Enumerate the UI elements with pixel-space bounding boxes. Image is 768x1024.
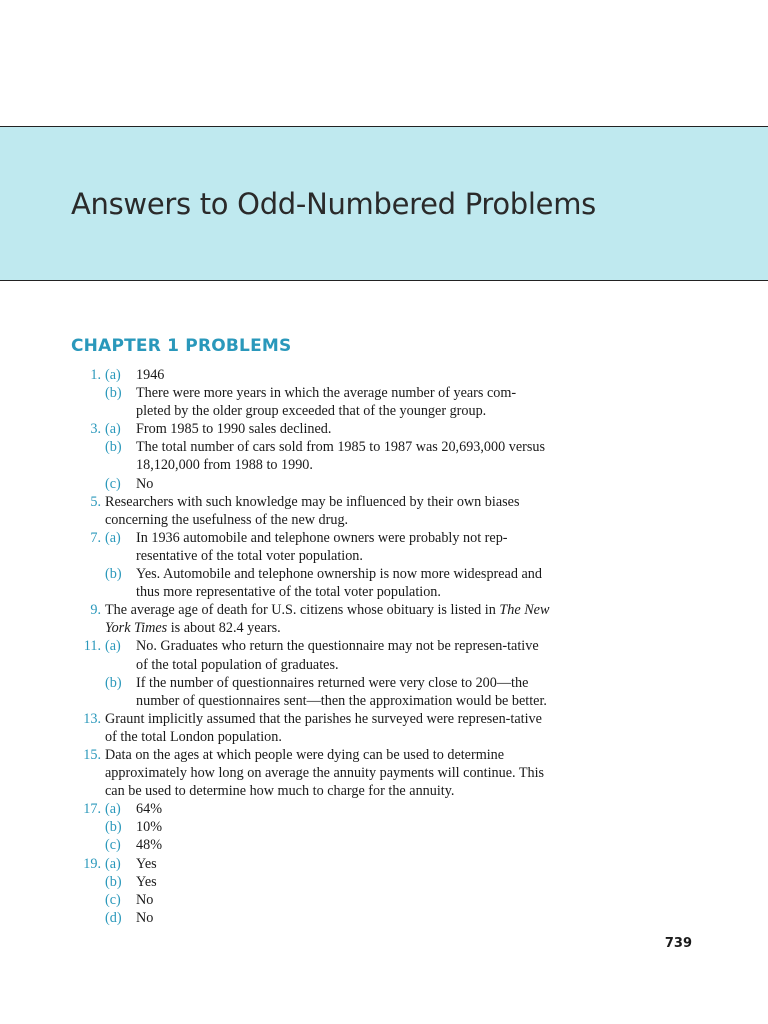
part-text: There were more years in which the average number of years com-pleted by the older group exceeded that of the younger group. <box>136 385 517 420</box>
part-label: (a) <box>105 855 121 872</box>
answer-part <box>105 909 550 927</box>
problem-1 <box>70 366 550 420</box>
part-label: (c) <box>105 837 121 854</box>
problem-19 <box>70 855 550 927</box>
part-text: Yes. Automobile and telephone ownership is now more widespread and thus more representative of the total voter population. <box>136 566 542 601</box>
answer-part <box>105 420 550 438</box>
problem-number: 19. <box>83 855 101 872</box>
problem-text: Graunt implicitly assumed that the parishes he surveyed were represen-tative of the total London population. <box>105 710 542 745</box>
part-text: In 1936 automobile and telephone owners were probably not rep-resentative of the total voter population. <box>136 529 508 564</box>
part-label: (a) <box>105 421 121 438</box>
part-label: (b) <box>105 873 122 890</box>
page-number: 739 <box>664 936 692 951</box>
page-title: Answers to Odd-Numbered Problems <box>71 187 596 221</box>
answer-part <box>105 873 550 891</box>
answers-list <box>70 366 550 927</box>
title-banner <box>0 126 768 281</box>
problem-number: 7. <box>90 529 101 546</box>
part-text: No <box>136 475 154 492</box>
answer-part <box>105 438 550 474</box>
part-text: 10% <box>136 819 163 836</box>
part-text: From 1985 to 1990 sales declined. <box>136 421 332 438</box>
problem-number: 1. <box>90 367 101 383</box>
problem-15 <box>70 746 550 800</box>
part-label: (c) <box>105 891 121 908</box>
problem-body <box>105 800 550 854</box>
part-label: (b) <box>105 439 122 456</box>
answer-part <box>105 818 550 836</box>
part-label: (b) <box>105 385 122 402</box>
problem-3 <box>70 420 550 492</box>
part-label: (d) <box>105 909 122 926</box>
part-label: (a) <box>105 638 121 655</box>
part-text: The total number of cars sold from 1985 to 1987 was 20,693,000 versus 18,120,000 from 1988 to 1990. <box>136 439 546 474</box>
problem-body <box>105 366 550 420</box>
problem-7 <box>70 529 550 601</box>
problem-body <box>105 855 550 927</box>
part-label: (b) <box>105 819 122 836</box>
part-text: No <box>136 891 154 908</box>
answer-part <box>105 565 550 601</box>
answer-part <box>105 366 550 384</box>
problem-number: 11. <box>83 638 101 655</box>
problem-text: Data on the ages at which people were dying can be used to determine approximately how long on average the annuity payments will continue. This can be used to determine how much to charge for the annuity. <box>105 746 545 800</box>
part-text: No. Graduates who return the questionnaire may not be represen-tative of the total population of graduates. <box>136 638 539 673</box>
part-label: (a) <box>105 367 121 383</box>
problem-17 <box>70 800 550 854</box>
answer-part <box>105 891 550 909</box>
part-text: 48% <box>136 837 163 854</box>
problem-body <box>105 601 550 637</box>
part-label: (b) <box>105 674 122 691</box>
answer-part <box>105 475 550 493</box>
part-text: 64% <box>136 801 163 818</box>
answer-part <box>105 855 550 873</box>
newspaper-title: The New York Times <box>105 602 550 637</box>
problem-body <box>105 637 550 709</box>
problem-body <box>105 420 550 492</box>
problem-number: 3. <box>90 421 101 438</box>
answer-part <box>105 637 550 673</box>
problem-number: 9. <box>90 602 101 619</box>
answer-part <box>105 384 550 420</box>
problem-number: 15. <box>83 746 101 763</box>
problem-5 <box>70 493 550 529</box>
part-text: 1946 <box>136 367 165 383</box>
answer-part <box>105 800 550 818</box>
chapter-heading: CHAPTER 1 PROBLEMS <box>71 336 292 356</box>
part-text: No <box>136 909 154 926</box>
problem-number: 17. <box>83 801 101 818</box>
answer-part <box>105 674 550 710</box>
problem-number: 5. <box>90 493 101 510</box>
problem-13 <box>70 710 550 746</box>
part-label: (c) <box>105 475 121 492</box>
answer-part <box>105 529 550 565</box>
part-text: Yes <box>136 873 157 890</box>
part-label: (a) <box>105 529 121 546</box>
part-label: (b) <box>105 566 122 583</box>
problem-body <box>105 529 550 601</box>
part-text: If the number of questionnaires returned were very close to 200—the number of questionnaires sent—then the approximation would be better. <box>136 674 547 709</box>
problem-text: The average age of death for U.S. citizens whose obituary is listed in <box>105 602 500 619</box>
problem-text: is about 82.4 years. <box>167 620 281 637</box>
problem-text: Researchers with such knowledge may be influenced by their own biases concerning the usefulness of the new drug. <box>105 493 520 528</box>
answer-part <box>105 836 550 854</box>
problem-11 <box>70 637 550 709</box>
part-label: (a) <box>105 801 121 818</box>
part-text: Yes <box>136 855 157 872</box>
problem-9 <box>70 601 550 637</box>
problem-number: 13. <box>83 710 101 727</box>
